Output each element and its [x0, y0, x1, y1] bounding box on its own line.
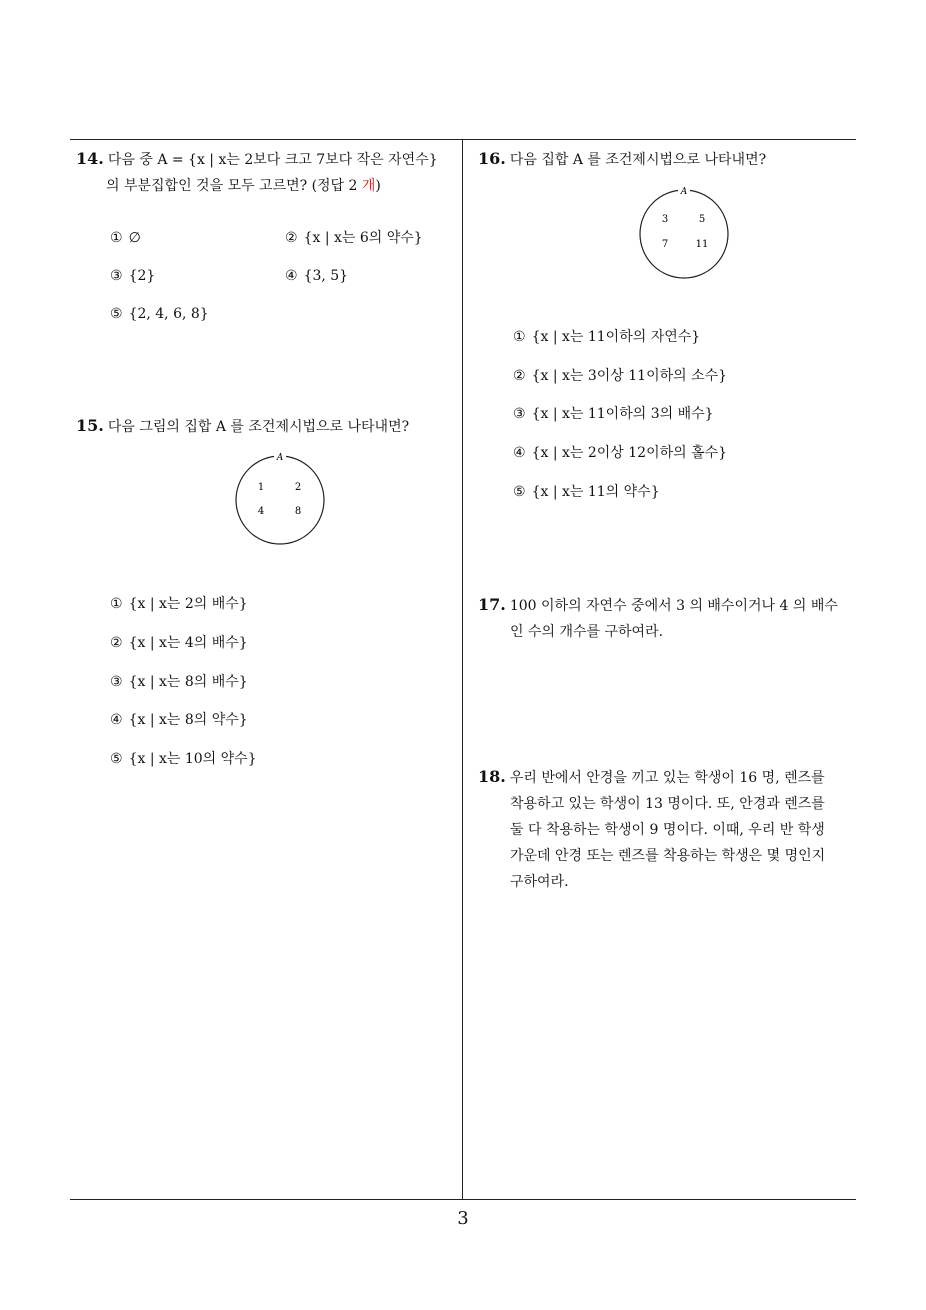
question-14 — [76, 146, 456, 199]
q14-choice-2[interactable]: ② {x | x는 6의 약수} — [285, 230, 423, 246]
question-number: 16. — [478, 149, 506, 168]
question-number: 15. — [76, 416, 104, 435]
venn-label: A — [680, 187, 688, 197]
q15-choice-3[interactable]: ③ {x | x는 8의 배수} — [110, 674, 248, 690]
q16-choice-3[interactable]: ③ {x | x는 11이하의 3의 배수} — [513, 406, 714, 422]
venn-element: 5 — [698, 214, 706, 225]
question-16 — [478, 146, 858, 173]
top-rule — [70, 139, 856, 140]
q15-choice-1[interactable]: ① {x | x는 2의 배수} — [110, 596, 248, 612]
venn-diagram-q16 — [634, 184, 734, 284]
question-text-line5: 구하여라. — [510, 874, 569, 890]
question-18 — [478, 764, 860, 895]
q16-choice-2[interactable]: ② {x | x는 3이상 11이하의 소수} — [513, 368, 728, 384]
venn-circle — [640, 190, 728, 278]
question-17 — [478, 592, 860, 645]
q14-choice-5[interactable]: ⑤ {2, 4, 6, 8} — [110, 306, 209, 322]
q14-choice-1[interactable]: ① ∅ — [110, 230, 141, 246]
q15-choice-2[interactable]: ② {x | x는 4의 배수} — [110, 635, 248, 651]
q14-choice-3[interactable]: ③ {2} — [110, 268, 156, 284]
venn-diagram-q15 — [230, 450, 330, 550]
bottom-rule — [70, 1199, 856, 1200]
question-text-line1: 100 이하의 자연수 중에서 3 의 배수이거나 4 의 배수 — [509, 598, 838, 614]
question-text-line3: 둘 다 착용하는 학생이 9 명이다. 이때, 우리 반 학생 — [510, 822, 825, 838]
question-text-line2: 의 부분집합인 것을 모두 고르면? (정답 2 — [106, 178, 362, 194]
question-number: 17. — [478, 595, 506, 614]
question-text-line4: 가운데 안경 또는 렌즈를 착용하는 학생은 몇 명인지 — [510, 848, 826, 864]
question-text-line1: 우리 반에서 안경을 끼고 있는 학생이 16 명, 렌즈를 — [509, 770, 825, 786]
question-15 — [76, 413, 456, 440]
question-number: 14. — [76, 149, 104, 168]
answer-unit-red: 개 — [361, 178, 376, 194]
question-text: 다음 그림의 집합 A 를 조건제시법으로 나타내면? — [107, 419, 410, 435]
q16-choice-4[interactable]: ④ {x | x는 2이상 12이하의 홀수} — [513, 445, 728, 461]
venn-circle — [236, 456, 324, 544]
question-text: 다음 집합 A 를 조건제시법으로 나타내면? — [509, 152, 767, 168]
column-divider — [462, 140, 463, 1200]
q16-choice-5[interactable]: ⑤ {x | x는 11의 약수} — [513, 484, 660, 500]
q15-choice-5[interactable]: ⑤ {x | x는 10의 약수} — [110, 751, 257, 767]
venn-element: 11 — [695, 239, 709, 250]
venn-element: 8 — [294, 506, 302, 517]
question-text-line1: 다음 중 A = {x | x는 2보다 크고 7보다 작은 자연수} — [107, 152, 438, 168]
venn-element: 4 — [257, 506, 265, 517]
venn-element: 7 — [661, 239, 669, 250]
question-text-line2: 인 수의 개수를 구하여라. — [510, 624, 664, 640]
venn-label: A — [276, 453, 284, 463]
question-text-line2: 착용하고 있는 학생이 13 명이다. 또, 안경과 렌즈를 — [510, 796, 825, 812]
question-text-line2-end: ) — [375, 178, 381, 194]
page-number: 3 — [457, 1208, 469, 1229]
q15-choice-4[interactable]: ④ {x | x는 8의 약수} — [110, 712, 248, 728]
question-number: 18. — [478, 767, 506, 786]
venn-element: 2 — [294, 482, 302, 493]
q14-choice-4[interactable]: ④ {3, 5} — [285, 268, 349, 284]
venn-element: 1 — [257, 482, 265, 493]
venn-element: 3 — [661, 214, 669, 225]
q16-choice-1[interactable]: ① {x | x는 11이하의 자연수} — [513, 329, 701, 345]
